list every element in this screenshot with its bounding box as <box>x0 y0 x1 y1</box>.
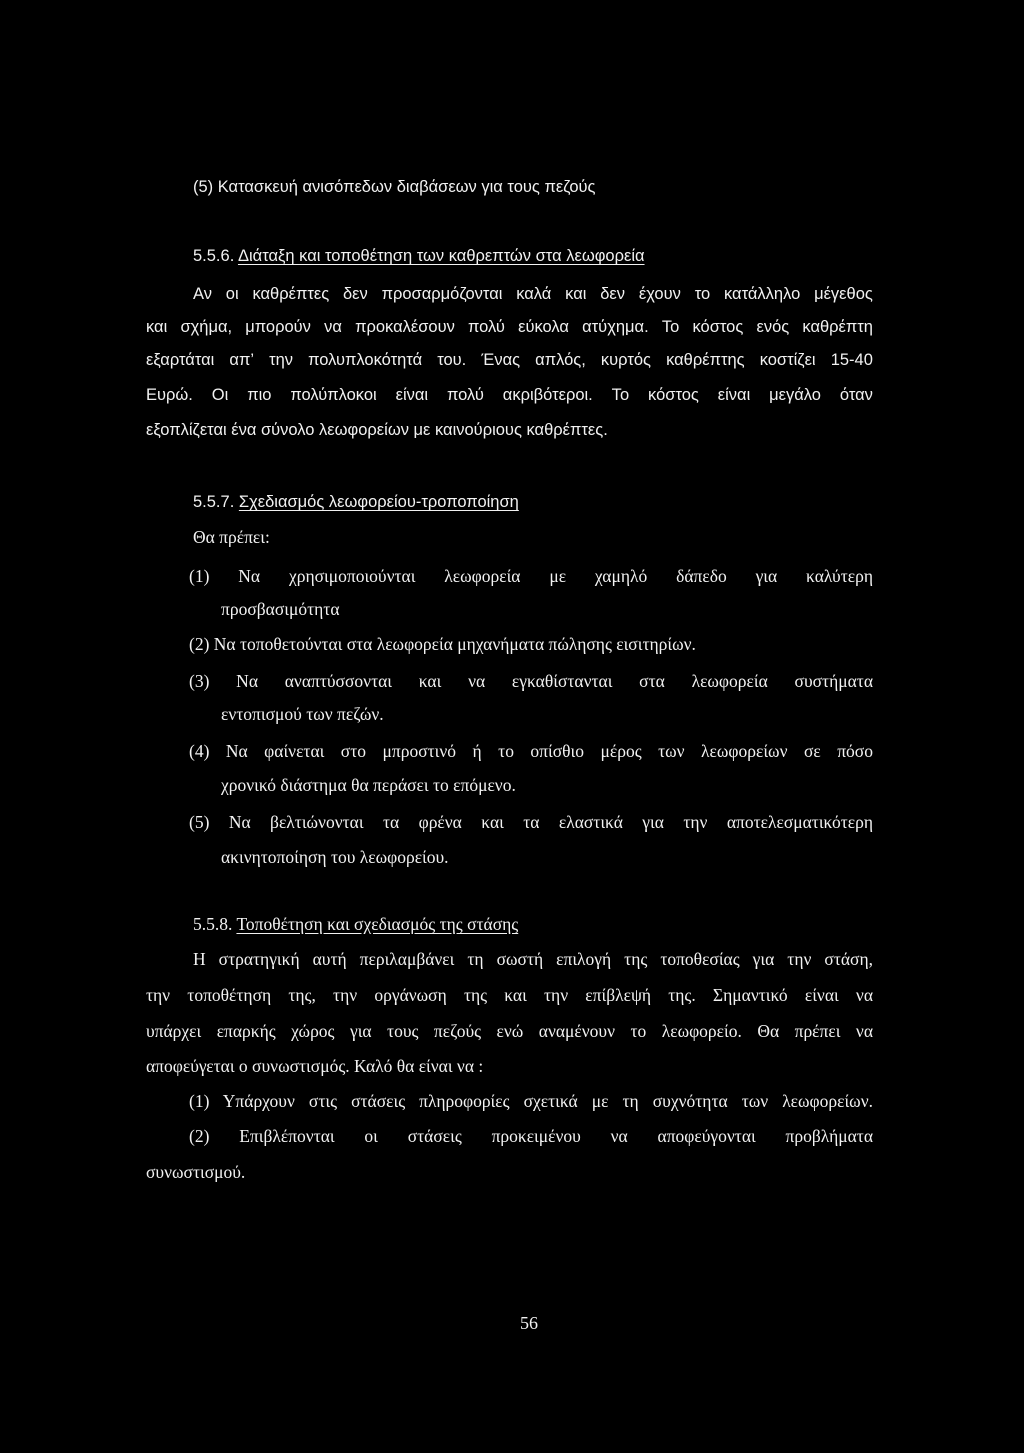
section-558-line-4: αποφεύγεται ο συνωστισμός. Καλό θα είναι να : <box>146 1056 484 1076</box>
section-558-item-1: (1) Υπάρχουν στις στάσεις πληροφορίες σχετικά με τη συχνότητα των λεωφορείων. <box>189 1091 873 1111</box>
section-557-item-4-cont: χρονικό διάστημα θα περάσει το επόμενο. <box>221 775 516 795</box>
section-557-intro: Θα πρέπει: <box>193 527 270 547</box>
section-556-line-2: και σχήμα, μπορούν να προκαλέσουν πολύ εύκολα ατύχημα. Το κόστος ενός καθρέπτη <box>146 318 873 336</box>
section-557-item-1: (1) Να χρησιμοποιούνται λεωφορεία με χαμηλό δάπεδο για καλύτερη <box>189 566 873 586</box>
section-557-item-5-cont: ακινητοποίηση του λεωφορείου. <box>221 847 449 867</box>
section-558-number: 5.5.8. <box>193 914 237 934</box>
section-556-line-1: Αν οι καθρέπτες δεν προσαρμόζονται καλά και δεν έχουν το κατάλληλο μέγεθος <box>193 285 873 303</box>
section-557-item-3-cont: εντοπισμού των πεζών. <box>221 704 384 724</box>
section-557-item-5: (5) Να βελτιώνονται τα φρένα και τα ελαστικά για την αποτελεσματικότερη <box>189 812 873 832</box>
section-558-item-2-cont: συνωστισμού. <box>146 1162 246 1182</box>
section-556-number: 5.5.6. <box>193 247 238 265</box>
section-557-item-1-cont: προσβασιμότητα <box>221 599 340 619</box>
section-558-item-2: (2) Επιβλέπονται οι στάσεις προκειμένου να αποφεύγονται προβλήματα <box>189 1126 873 1146</box>
section-558-heading <box>193 913 518 935</box>
section-557-heading <box>193 491 519 513</box>
section-556-line-5: εξοπλίζεται ένα σύνολο λεωφορείων με καινούριους καθρέπτες. <box>146 421 608 439</box>
intro-item-5: (5) Κατασκευή ανισόπεδων διαβάσεων για τους πεζούς <box>193 178 596 196</box>
section-556-heading <box>193 245 645 267</box>
section-557-title: Σχεδιασμός λεωφορείου-τροποποίηση <box>238 493 519 511</box>
section-556-line-4: Ευρώ. Οι πιο πολύπλοκοι είναι πολύ ακριβότεροι. Το κόστος είναι μεγάλο όταν <box>146 386 873 404</box>
section-557-number: 5.5.7. <box>193 493 239 511</box>
section-558-line-2: την τοποθέτηση της, την οργάνωση της και την επίβλεψή της. Σημαντικό είναι να <box>146 985 873 1005</box>
section-557-item-4: (4) Να φαίνεται στο μπροστινό ή το οπίσθιο μέρος των λεωφορείων σε πόσο <box>189 741 873 761</box>
section-558-line-1: Η στρατηγική αυτή περιλαμβάνει τη σωστή επιλογή της τοποθεσίας για την στάση, <box>193 949 873 969</box>
section-557-item-2: (2) Να τοποθετούνται στα λεωφορεία μηχανήματα πώλησης εισιτηρίων. <box>189 634 696 654</box>
section-556-title: Διάταξη και τοποθέτηση των καθρεπτών στα λεωφορεία <box>237 247 645 265</box>
section-558-title: Τοποθέτηση και σχεδιασμός της στάσης <box>236 914 519 934</box>
section-557-item-3: (3) Να αναπτύσσονται και να εγκαθίστανται στα λεωφορεία συστήματα <box>189 671 873 691</box>
section-556-line-3: εξαρτάται απ’ την πολυπλοκότητά του. Ένας απλός, κυρτός καθρέπτης κοστίζει 15-40 <box>146 351 873 369</box>
section-558-line-3: υπάρχει επαρκής χώρος για τους πεζούς ενώ αναμένουν το λεωφορείο. Θα πρέπει να <box>146 1021 873 1041</box>
page-number: 56 <box>520 1313 538 1333</box>
